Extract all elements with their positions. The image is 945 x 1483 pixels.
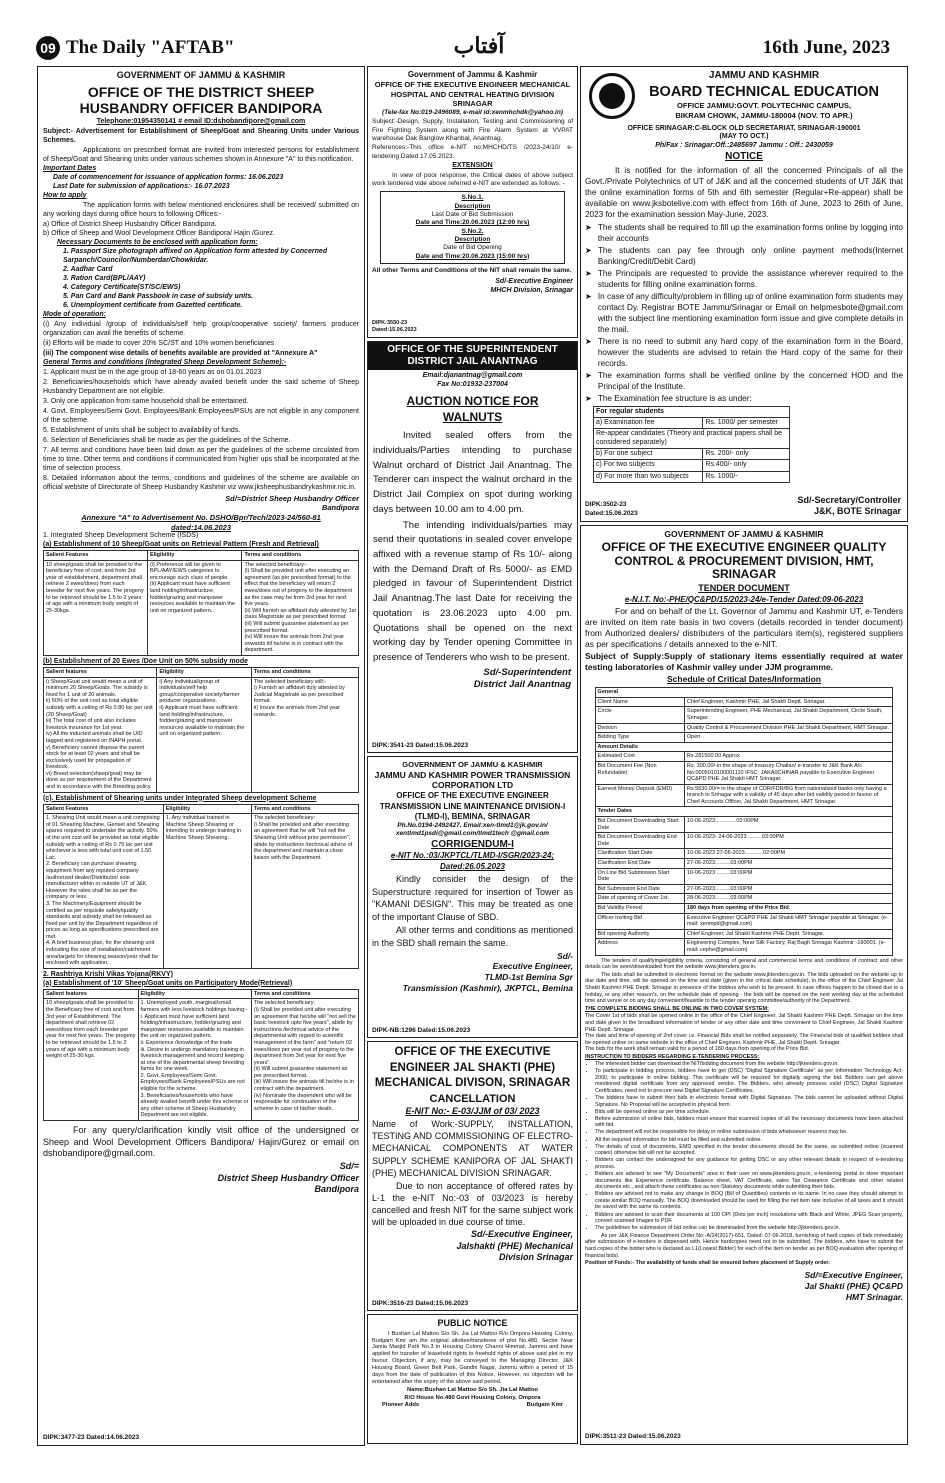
tender-instructions	[585, 958, 903, 1267]
signature-office: MHCH Division, Srinagar	[490, 287, 573, 295]
table-cell: 1. Any individual trained in Machine Sheep Shearing or intending to undergo training in Machine Sheep Shearing.	[163, 814, 251, 969]
bullet-text: The Examination fee structure is as under:	[597, 394, 752, 404]
table-cell: Rs.281500.00 Approx	[684, 752, 893, 762]
newspaper-logo: آفتاب	[453, 33, 505, 59]
intro-paragraph: Applications on prescribed format are invited from interested persons for establishment of Sheep/Goat and Shearing units under various schemes shown in Annexure "A" to this notification.	[43, 146, 359, 163]
notice-heading: NOTICE	[725, 151, 763, 163]
subject: Subject:-Design, Supply, Installation, Testing and Commissioning of Fire Fighting System along with Fire Alarm System at VVPAT warehouse Dak Banglow Khanbal, Anantnag.	[372, 118, 573, 142]
cancellation-heading: CANCELLATION	[429, 1092, 516, 1105]
table-cell: On Line Bid Submission Start Date	[595, 868, 684, 884]
term-item: 1. Applicant must be in the age group of 18-60 years as on 01.01.2023	[43, 369, 262, 377]
dates-box	[380, 191, 565, 264]
list-item: • Bidders can contact the undersigned for any guidance for getting DSC or any other relevant details in respect of e-tendering process.	[595, 1157, 903, 1170]
notice-location: Budgam Kmr	[526, 1402, 563, 1409]
term-item: 3. Only one application from same household shall be entertained.	[43, 398, 249, 406]
section-1b: (b) Establishment of 20 Ewes /Doe Unit on 50% subsidy mode	[43, 658, 248, 666]
arrow-icon: ➤	[585, 291, 592, 301]
table-cell: Open	[684, 733, 893, 743]
how-to-apply-heading: How to apply	[43, 192, 87, 200]
signature-office: J&K, BOTE Srinagar	[813, 506, 901, 517]
list-item	[585, 245, 903, 267]
table-cell: Estimated Cost	[595, 752, 684, 762]
list-item: • The details of cost of documents, EMD specified in the tender documents should be the same, as submitted online (scanned copies) otherwise bid will not be accepted.	[595, 1144, 903, 1157]
dipk-number: DIPK-NB:1296 Dated:15.06.2023	[372, 1026, 471, 1034]
ad-title: OFFICE OF THE EXECUTIVE ENGINEER JAL SHAKTI (PHE) MECHANICAL DIVISON, SRINAGAR	[374, 1046, 571, 1090]
fee-value: Rs. 1000/ per semester	[703, 417, 790, 428]
signature-location: Division Srinagar	[498, 1252, 573, 1263]
table-cell: Client Name	[595, 697, 684, 707]
state-heading: JAMMU AND KASHMIR	[708, 70, 820, 81]
notice-address: R/O House No.480 Govt Housing Colony, Ompora	[404, 1394, 541, 1401]
table-header: Salient features	[44, 667, 157, 677]
signature-office: TLMD-1st Bemina Sgr	[484, 972, 573, 983]
signature-office: Jal Shakti (PHE) QC&PD	[804, 1280, 903, 1291]
table-cell: i) Any individual/group of individuals/self help group/cooperative society/farmer producer organizations. ii) Applicant must have sufficient land holding/infrastructure, fodder/grazing and manpower resources available to maintain the unit on organized pattern.	[157, 677, 252, 792]
document-item: 5. Pan Card and Bank Passbook in case of subsidy units.	[63, 292, 254, 300]
table-cell: Clarification End Date	[595, 859, 684, 869]
signature-office: Jalshakti (PHE) Mechanical	[456, 1240, 573, 1251]
bullet-text: The Principals are requested to provide the assistance wherever required to the students for filling online examination forms.	[597, 268, 903, 289]
office-jammu: OFFICE JAMMU:GOVT. POLYTECHNIC CAMPUS,	[677, 101, 851, 111]
bote-notice-ad	[580, 66, 908, 522]
table-cell: Rs. 300.00/-in the shape of treasury Challan/ e-transfer to J&K Bank A/c No:0005010100001110 IFSC: JAKA0CHINAR payable to Executive Engineer QC&PD PHE Jal Shakti HMT Srinagar.	[684, 761, 893, 784]
finance-order: As per J&K Finance Department Order No:-A/24(2017)-651, Dated: 07-06-2018, furnishing of hard copies of bids immediately after submission of e-tenders is dispensed with. Hence hardcopies need not to be submitted. The bidders, who have to submit the hard copies of the bidder who is declared as L1(Lowest Bidder) for each of the item on tender as per BOQ evaluation after opening of financial bids).	[585, 1232, 903, 1259]
newspaper-name: The Daily "AFTAB"	[66, 37, 235, 58]
instructions-heading: INSTRUCTION TO BIDDERS REGARDING E-TENDERING PROCESS:	[585, 1053, 760, 1060]
list-item	[585, 336, 903, 369]
power-transmission-ad	[367, 756, 578, 1038]
notice-text: I Bushan Lal Mattoo S/o Sh. Jia Lal Mattoo R/o Ompora Housing Colony, Budgam Kmr am the original allottee/transferee of plot No.480, Sector Near Jamia Masjid Park No.3 in Housing Colony Channi Himmat, Jammu and have applied for transfer of leasehold rights to freehold rights of above said plot in my favour. Objection, if any, may be conveyed to the Managing Director, J&K Housing Board, Green Belt Park, Gandhi Nagar, Jammu within a period of 15 days from the date of publication of this Notice. However, no objection will be entertained after the expiry of the above said period.	[372, 1330, 573, 1386]
signature-line: Sd/=District Sheep Husbandry Officer	[225, 493, 359, 503]
government-heading: GOVERNMENT OF JAMMU & KASHMIR	[116, 70, 286, 80]
list-item	[585, 291, 903, 335]
table-cell: Amount Details	[595, 742, 893, 752]
mode-item: (iii) The component wise details of benefits available are provided at "Annexure A"	[43, 349, 318, 357]
table-cell: Bid Document Downloading Start Date	[595, 817, 684, 833]
mode-item: (i) Any individual /group of individuals/self help group/cooperative society/ farmers producer organization can avail the benefits of scheme.	[43, 320, 359, 337]
office-item: b) Office of Sheep and Wool Development Officer Bandipora/ Hajin /Gurez.	[43, 230, 275, 238]
annexure-date: dated:14.06.2023	[170, 522, 232, 532]
instruction-paragraph: The tenders of qualifying/eligibility criteria, consisting of general and commercial terms and conditions of contract and other details can be seen/downloaded from the website www.jktenders.gov.in.	[585, 957, 903, 971]
table-cell: 10 sheep/goats shall be provided to the beneficiary free of cost; and from 3rd year of establishment, department shall retrieve 2 ewes/does) from each breeder for next five years. The progeny to be retrieved should be 1.5 to 2 years of age with a minimum body weight of 25-30kgs.	[44, 560, 148, 655]
list-item: • The department will not be responsible for delay in online submission of bids whatsoever reasons may be.	[595, 1129, 903, 1136]
table-cell: 10-06-2023 .............02:00PM	[684, 817, 893, 833]
signature-title: Executive Engineer,	[492, 961, 573, 972]
table-fresh-retrieval	[43, 550, 359, 656]
table-cell: Circle	[595, 707, 684, 723]
table-cell: The selected beneficiary: i) Shall be provided unit after executing an agreement that he will "not sell the Shearing Unit without prior permission", abide by instructions /technical advice of the department and maintain a close liaison with the Department.	[251, 814, 358, 969]
office-jammu-address: BIKRAM CHOWK, JAMMU-180004 (NOV. TO APR.)	[675, 110, 853, 120]
dipk-number: DIPK:3502-23 Dated:15.06.2023	[585, 501, 638, 517]
term-item: 8. Detailed information about the terms, conditions and guidelines of the scheme are available on official website of Directorate of Sheep Husbandry Kashmir viz www.jksheephusbandrykashmir.nic.in.	[43, 474, 359, 491]
fee-label: b) For one subject	[594, 449, 703, 460]
position-of-funds: Position of Funds:- The availability of funds shall be ensured before placement of Supply order.	[585, 1260, 830, 1267]
terms-heading: General Terms and conditions (Integrated Sheep Development Scheme):-	[43, 359, 287, 367]
tender-intro: For and on behalf of the Lt. Governor of Jammu and Kashmir UT, e-Tenders are invited on item rate basis in two covers (details recorded in tender document) from Authorized dealers/ distributers of the particulars item(s), registered suppliers as per specifications / details annexed to the e-NIT.	[585, 606, 903, 650]
table-cell: 10-06-2023- 24-06-2023 .........03:00PM	[684, 833, 893, 849]
dipk-number: DIPK:3477-23 Dated:14.06.2023	[43, 1433, 140, 1441]
fee-table	[593, 406, 790, 484]
list-item: • Bidders are advised to see "My Documents" area in their user on www.jktenders.gov.in, e-tendering portal to store important documents like Experience certificate, Balance sheet, VAT Certificate, sales Tax Clearance Certificate and other related documents etc., and attach these certificates as non-Statutory documents while submitting their bids.	[595, 1171, 903, 1191]
table-header: Eligibility	[147, 551, 242, 561]
fee-label: Re-appear candidates (Theory and practical papers shall be considered separately)	[594, 429, 790, 449]
nit-number: e-N.I.T. No:-PHE/QC&PD/15/2023-24/e-Tender Dated:09-06-2023	[624, 594, 864, 604]
table-cell: The selected beneficiary: (i) Shall be provided unit after executing an agreement that he/she will "not sell the basic livestock upto five years", abide by instructions /technical advice of the departmental with regard to scientific management of the farm" and "return 02 ewes/does per year out of progeny to the department from 3rd year for next five years". (ii) Will submit guarantee statement as per prescribed format. (iii) Will insure the animals till he/she is in contract with the department. (iv) Nominate the dependent who will be responsible for continuation of the scheme in case of his/her death.	[251, 999, 358, 1121]
office-srinagar-months: (MAY TO OCT.)	[719, 133, 769, 141]
arrow-icon: ➤	[585, 268, 592, 278]
arrow-icon: ➤	[585, 371, 592, 381]
table-cell: Superintending Engineer, PHE Mechanical, Jal Shakti Department, Circle South, Srinagar.	[684, 707, 893, 723]
signature-title: Sd/-Superintendent	[483, 666, 571, 678]
table-subsidy	[43, 667, 359, 793]
page-number: 09	[36, 36, 60, 60]
two-cover-text: The Cover 1st of bids shall be opened online in the office of the Chief Engineer, Jal Shakti Kashmir PHE Deptt. Srinagar on the time and date given in the broadband information of tender or any other date and time convenient to Chief Engineer, Jal Shakti Kashmir PHE Deptt. Srinagar. The date and time of opening of 2nd cover i.e. Financial Bids shall be notified separately. The Financial bids of qualified bidders shall be opened online on same website in the office of Chief Engineer, Kashmir PHE, Jal Shakti Deptt. Srinagar. The bids for the work shall remain valid for a period of 180 days from opening of the Price Bid.	[585, 1013, 903, 1053]
list-item: • To participate in bidding process, bidders have to get (DSC) "Digital Signature Certificate" as per Information Technology Act-2000, to participate in online bidding. This certificate will be required for digitally signing the bid. Bidders can get above mentioned digital certificate from any approved vendor. The Bidders, who already possess valid (DSC) Digital Signature Certificates, need not to procure new Digital Signature Certificates.	[595, 1068, 903, 1094]
serial-1: S.No.1.	[461, 194, 484, 202]
signature-place: Bandipora	[314, 1184, 359, 1195]
bullet-text: In case of any difficulty/problem in filling up of online examination form students may contact Dy. Registrar BOTE Jammu/Srinagar or Email on helpmesbote@gmail.com with the subject line mentioning examination form issue and give complete details in the mail.	[597, 291, 903, 335]
tender-heading: TENDER DOCUMENT	[698, 583, 790, 594]
commencement-date: Date of commencement for issuance of application forms: 16.06.2023	[53, 174, 284, 182]
government-heading: GOVERNMENT OF JAMMU & KASHMIR	[664, 529, 824, 539]
contact-line: Ph/Fax : Srinagar:Off.:2485697 Jammu : Off.: 2430059	[655, 142, 833, 150]
table-cell: Bidding Type	[595, 733, 684, 743]
table-cell: 27-06-2023..........03:00PM	[684, 884, 893, 894]
table-cell: Clarification Start Date	[595, 849, 684, 859]
signature-title: Sd/-Executive Engineer	[495, 278, 573, 286]
extension-text: In view of poor response, the Critical dates of above subject work tendered vide above referred e-NIT are extended as follows: -	[372, 171, 573, 188]
dipk-number: DIPK:3550-23 Dated:15.06.2023	[372, 319, 417, 333]
dipk-number: DIPK:3511-23 Dated:15.06.2023	[585, 1432, 681, 1440]
schedule-table	[595, 687, 894, 955]
public-notice-ad	[367, 1314, 578, 1444]
name-of-work: Name of Work:-SUPPLY, INSTALLATION, TESTING AND COMMISSIONING OF ELECTRO-MECHANICAL COMPONENTS AT WATER SUPPLY SCHEME KANIPORA OF JAL SHAKTI (PHE) MECHANICAL DIVISION SRINAGAR.	[372, 1119, 573, 1178]
office-list	[43, 221, 359, 239]
table-cell: Quality Control & Procurement Division PHE Jal Shakti Department, HMT Srinagar.	[684, 723, 893, 733]
fee-heading: For regular students	[594, 406, 790, 417]
datetime-1: Date and Time:20.06.2023 (12:00 hrs)	[415, 219, 530, 227]
office-item: a) Office of District Sheep Husbandry Officer Bandipora.	[43, 221, 217, 229]
office-name: OFFICE OF THE EXECUTIVE ENGINEER TRANSMISSION LINE MAINTENANCE DIVISION-I (TLMD-I), BEMINA, SRINAGAR	[379, 791, 566, 821]
arrow-icon: ➤	[585, 337, 592, 347]
table-cell: Bid Document Fee (Non Refundable)	[595, 761, 684, 784]
signature-title: District Sheep Husbandry Officer	[217, 1172, 359, 1183]
list-item: • The bidders have to submit their bids in electronic format with Digital Signature. The bids cannot be uploaded without Digital Signature. No Proposal will be accepted in physical form.	[595, 1095, 903, 1108]
terms-list	[43, 369, 359, 492]
ad-title: OFFICE OF THE DISTRICT SHEEP HUSBANDRY OFFICER BANDIPORA	[79, 83, 323, 116]
sheep-husbandry-ad	[37, 66, 365, 1446]
ad-title: OFFICE OF THE SUPERINTENDENT DISTRICT JAIL ANANTNAG	[368, 342, 577, 370]
section-1a: (a) Establishment of 10 Sheep/Goat units on Retrieval Pattern (Fresh and Retrieval)	[43, 541, 319, 549]
corrigendum-heading: CORRIGENDUM-I	[431, 838, 514, 850]
list-item: • Bidders are advised to scan their documents at 100 DPI (Dots per inch) resolutions with Black and White, JPEG Scan property, convert scanned images to PDF.	[595, 1212, 903, 1225]
term-item: 6. Selection of Beneficiaries shall be made as per the guidelines of the Scheme.	[43, 437, 291, 445]
table-header: Salient Features	[44, 804, 164, 814]
table-cell: i) Sheep/Goat unit would mean a unit of minimum 20 Sheep/Goats. The subsidy is fixed for 1 unit of 20 animals. ii) 50% of the unit cost as total eligible subsidy with a ceiling of Rs 0.80 lac per unit (20 Sheep/Goat) iii) The total cost of unit also includes livestock insurance for 1st year. iv) All the inducted animals shall be UID tagged and registered on INAPH portal. v) Beneficiary cannot dispose the parent stock for at least 02 years and shall be exclusively used for propagation of livestock. vi) Breed selection(sheep/goat) may be done as per requirement of the Department and in accordance with the Breeding policy.	[44, 677, 157, 792]
fee-value: Rs. 200/- only	[703, 449, 790, 460]
last-date: Last Date for submission of applications:- 16.07.2023	[53, 183, 230, 191]
term-item: 4. Govt. Employees/Semi Govt. Employees/Bank Employees/PSUs are not eligible in any component of the scheme.	[43, 408, 359, 425]
auction-paragraph-1: Invited sealed offers from the individuals/Parties intending to purchase Walnut orchard of District Jail Anantnag. The Tenderer can inspect the walnut orchard in the District Jail Complex on spot during working days between 10.00 am to 4.00 pm.	[373, 430, 572, 515]
document-item: 3. Ration Card(BPL/AAY)	[63, 274, 146, 282]
table-header: Terms and conditions	[242, 551, 359, 561]
table-rkvy	[43, 989, 359, 1121]
notice-footer	[372, 1402, 573, 1409]
masthead	[20, 34, 910, 66]
mode-heading: Mode of operation:	[43, 310, 106, 318]
table-cell: Date of opening of Cover 1st.	[595, 894, 684, 904]
bullet-text: The examination forms shall be verified online by the concerned HOD and the Principal of the Institute.	[597, 371, 903, 392]
table-cell: Address	[595, 939, 684, 955]
arrow-icon: ➤	[585, 245, 592, 255]
nit-number: E-NIT No:- E-03/JJM of 03/ 2023	[405, 1105, 540, 1116]
right-column	[580, 66, 908, 1446]
email: Email:djanantnag@gmail.com	[422, 372, 523, 379]
list-item	[585, 370, 903, 392]
fax: Fax No:01932-237004	[437, 380, 508, 388]
fee-label: d) For more than two subjects	[594, 471, 703, 482]
agency-name: Pioneer Adds	[382, 1402, 420, 1409]
table-header: Terms and conditions	[251, 667, 358, 677]
document-item: 1. Passport Size photograph affixed on Application form attested by Concerned Sarpanch/Councilor/Numberdar/Chowkidar.	[63, 248, 328, 264]
notice-bullets	[585, 222, 903, 405]
description-heading: Description	[454, 202, 491, 210]
serial-2: S.No.2.	[461, 227, 484, 235]
table-cell: Chief Engineer, Kashmir PHE, Jal Shakti Deptt. Srinagar.	[684, 697, 893, 707]
instruction-list	[585, 1061, 903, 1232]
bullet-text: The students shall be required to fill up the examination forms online by logging into their accounts	[597, 222, 903, 243]
contact-line: Ph.No.0194-2492427, Email:xen-tlmd1@jk.gov.in/ xentlmd1psdi@gmail.com/tlmd1tech @gmail.com	[395, 822, 550, 838]
description-2: Date of Bid Opening	[443, 244, 502, 252]
table-cell: 10-06-2023 .........03:00PM	[684, 868, 893, 884]
contact-line: (Tele-fax No:019-2496089, e-mail id:xenmhchdk@yahoo.in)	[382, 109, 563, 117]
office-srinagar: OFFICE SRINAGAR:C-BLOCK OLD SECRETARIAT, SRINAGAR-190001	[627, 124, 861, 132]
list-item: • All the required information for bid must be filled and submitted online.	[595, 1137, 903, 1144]
office-name: OFFICE OF THE EXECUTIVE ENGINEER MECHANICAL HOSPITAL AND CENTRAL HEATING DIVISION SRINAGAR	[374, 80, 571, 109]
mode-item: (ii) Efforts will be made to cover 20% SC/ST and 10% women beneficiaries	[43, 339, 275, 347]
board-name: BOARD TECHNICAL EDUCATION	[649, 83, 879, 100]
list-item	[585, 393, 903, 404]
list-item: • Bids will be opened online as per time schedule.	[595, 1109, 903, 1116]
signature-title: Sd/-Executive Engineer,	[470, 1229, 573, 1240]
qcpd-tender-ad	[580, 525, 908, 1445]
description-1: Last Date of Bid Submission	[431, 211, 514, 219]
middle-column	[367, 66, 578, 1446]
table-header: Eligibility	[163, 804, 251, 814]
mhch-extension-ad	[367, 66, 578, 338]
signature-location: Transmission (Kashmir), JKPTCL, Bemina	[402, 983, 573, 994]
table-cell: 1. Shearing Unit would mean a unit comprising of 01 Shearing Machine, Genset and Shearing spares required to undertake the activity. 50% of the unit cost will be provided as total eligible subsidy with a ceiling of Rs 0.75 lac per unit whichever is less with total unit cost of 1.50 Lac. 2. Beneficiary can purchase shearing equipment from any reputed company /authorized dealer/Distributor/ sole manufacturer within or outside UT of J&K. However the rates shall be as per the company or less. 3. The Machinery/Equipment should be certified as per requisite safety/quality standards and subsidy shall be released as fixed per unit by the Department regardless of prices as long as specifications prescribed are met. 4. A brief business plan, for the shearing unit indicating the size of installation/catchment area/targets for shearing season/year shall be enclosed with application.	[44, 814, 164, 969]
term-item: 2. Beneficiaries/households which have already availed benefit under the said scheme of Sheep Husbandry Department are not eligible.	[43, 379, 359, 396]
corrigendum-text: Kindly consider the design of the Superstructure required for insertion of Tower as "KAMANI DESIGN". This may be treated as one of the important Clause of SBD.	[372, 873, 573, 922]
table-cell: Bid Document Downloading End Date	[595, 833, 684, 849]
signature-sd: Sd/-	[556, 950, 573, 961]
signature-location: HMT Srinagar.	[845, 1291, 903, 1302]
how-to-apply-text: The application forms with below mentioned enclosures shall be received/ submitted on any working days during office hours to following Offices:-	[43, 202, 359, 219]
document-item: 4. Category Certificate(ST/SC/EWS)	[63, 283, 181, 291]
fee-label: a) Examination fee	[594, 417, 703, 428]
table-cell: (i) Preference will be given to BPL/AAY/EWS categories to encourage such class of people. (ii) Applicant must have sufficient land holding/infrastructure, fodder/grazing and manpower resources available to maintain the unit on organized pattern.	[147, 560, 242, 655]
arrow-icon: ➤	[585, 222, 592, 232]
corporation-name: JAMMU AND KASHMIR POWER TRANSMISSION CORPORATION LTD	[374, 769, 571, 791]
cancellation-text: Due to non acceptance of offered rates by L-1 the e-NIT No:-03 of 03/2023 is hereby cancelled and fresh NIT for the same subject work will be uploaded in due course of time.	[372, 1180, 573, 1228]
list-item: • The guidelines for submission of bid online can be downloaded from the website http://jktenders.gov.in.	[595, 1225, 903, 1232]
term-item: 7. All terms and conditions have been laid down as per the guidelines of the scheme circulated from time to time. Other terms and conditions if communicated from higher ups shall be incorporated at the time of selection process.	[43, 447, 359, 472]
auction-paragraph-2: The intending individuals/parties may send their quotations in sealed cover envelope affixed with a revenue stamp of Rs 10/- along with the Demand Draft of Rs 5000/- as EMD pledged in favour of Superintendent District Jail Anantnag.The last Date for receiving the quotation is 23.06.2023 upto 4.00 pm. Quotations shall be opened on the next working day by Tender opening Committee in presence of Tenderers who wish to be present.	[373, 519, 572, 664]
jail-auction-ad	[367, 341, 578, 753]
table-header: Terms and conditions	[251, 989, 358, 999]
documents-heading: Necessary Documents to be enclosed with application form:	[57, 239, 258, 247]
arrow-icon: ➤	[585, 394, 592, 404]
table-header: Terms and conditions	[251, 804, 358, 814]
subject: Subject:- Advertisement for Establishment of Sheep/Goat and Shearing Units under Various Schemes.	[43, 127, 359, 144]
table-cell: Bid Submission End Date	[595, 884, 684, 894]
table-cell: Engineering Complex, Near Silk Factory, Raj Bagh Srinagar Kashmir -190001. (e-mail: cephe@gmail.com)	[684, 939, 893, 955]
mode-list	[43, 321, 359, 359]
bullet-text: There is no need to submit any hard copy of the examination form in the Board, however the students are advised to retain the Hard copy of the same for their records.	[597, 337, 903, 369]
table-header: Salient features	[44, 989, 139, 999]
table-cell: 1. Unemployed youth, marginal/small farmers with less livestock holdings having:- i. Applicant must have sufficient land holding/infrastructure, fodder/grazing and manpower resources available to maintain the unit on organized pattern. ii. Experience /knowledge of the trade iii. Desire to undergo mandatory training in livestock management and record keeping at one of the departmental sheep breeding farms for one week. 2. Govt. Employees/Semi Govt. Employees/Bank Employees/PSUs are not eligible for the scheme. 3. Beneficiaries/households who have already availed benefit under this scheme or any other scheme of Sheep Husbandry Department are not eligible.	[138, 999, 251, 1121]
table-header: Eligibility	[138, 989, 251, 999]
table-cell: Bid Validity Period	[595, 904, 684, 914]
jal-shakti-cancellation-ad	[367, 1041, 578, 1311]
documents-list	[43, 248, 359, 311]
fee-value: Rs.400/- only	[703, 460, 790, 471]
table-cell: The selected beneficiary:- (i) Shall be provided unit after executing an agreement (as per prescribed format) to the effect that the beneficiary will return 2 ewes/does out of progeny to the department as the case may be from 3rd year for next five years. (ii) Will furnish an affidavit duly attested by 1st class Magistrate as per prescribed format. (iii) Will submit guarantee statement as per prescribed format. (iv) Will insure the animals from 2nd year onwards till he/she is in contract with the department.	[242, 560, 359, 655]
schedule-heading: Schedule of Critical Dates/Information	[667, 674, 821, 685]
subject-of-supply: Subject of Supply:Supply of stationary items essentially required at water testing laboratories of Kashmir valley under JJM programme.	[585, 651, 903, 673]
closing-paragraph: For any query/clarification kindly visit office of the undersigned or Sheep and Wool Development Officers Bandipora/ Hajin/Gurez or email on dshobandipore@gmail.com.	[43, 1125, 359, 1159]
list-item: • The interested bidder can download the NIT/bidding document from the website http://jktenders.gov.in.	[595, 1061, 903, 1068]
auction-heading: AUCTION NOTICE FOR WALNUTS	[406, 393, 539, 425]
fee-label: c) For two subjects	[594, 460, 703, 471]
annexure-heading: Annexure "A" to Advertisement No. DSHO/Bpr/Tech/2023-24/560-81	[81, 513, 321, 523]
table-cell: 28-06-2023..........03:00PM	[684, 894, 893, 904]
dipk-number: DIPK:3541-23 Dated:15.06.2023	[372, 741, 469, 749]
table-cell: 10-06-2023 27-06-2023............02:00PM	[684, 849, 893, 859]
two-cover-heading: THE COMPLETE BIDDING SHALL BE ONLINE IN TWO COVER SYSTEM:	[585, 1005, 769, 1012]
list-item	[585, 222, 903, 244]
table-cell: Earnest Money Deposit (EMD)	[595, 784, 684, 807]
section-1: 1. Integrated Sheep Development Scheme (ISDS)	[43, 532, 199, 540]
document-item: 6. Unemployment certificate from Gazetted certificate.	[63, 301, 243, 309]
board-emblem-icon	[589, 73, 635, 119]
bullet-text: The students can pay fee through only online payment methods(Internet Banking/Credit/Debit Card)	[597, 245, 903, 266]
table-header: Salient Features	[44, 551, 148, 561]
document-item: 2. Aadhar Card	[63, 265, 113, 273]
government-heading: GOVERNMENT OF JAMMU & KASHMIR	[402, 760, 543, 769]
signature-sd: Sd/=	[339, 1161, 359, 1172]
table-cell: 27-06-2023..........03:00PM	[684, 859, 893, 869]
section-2: 2. Rashtriya Krishi Vikas Yojana(RKVY)	[43, 970, 173, 978]
terms-note: All other Terms and Conditions of the NIT shall remain the same.	[372, 266, 572, 274]
instruction-paragraph: The bids shall be submitted in electronic format on the website www.jktenders.gov.in. The bids uploaded on the website up to due date and time, will be opened on the time and date (given in the critical date schedule), in the office of the Chief Engineer Jal Shakti Kashmir PHE Deptt. Srinagar in presence of the bidders who wish to be present. In case offices happen to be closed due to a holiday, or any other reason's, on the schedule date of opening - the bids will be opened on the next working day at the scheduled time and venue or on any day convenient/feasible to the tender opening committee/authority of the Department.	[585, 971, 903, 1005]
table-cell: 10 sheep/goats shall be provided to the Beneficiary free of cost and from 3rd year of Establishment. The department shall retrieve 02 ewes/does from each breeder per year for next five years. The progeny to be retrieved should be 1.5 to 2 years of age with a minimum body weight of 25-30 kgs.	[44, 999, 139, 1121]
section-2a: (a) Establishment of '10' Sheep/Goat units on Participatory Mode(Retrieval)	[43, 979, 293, 987]
fee-value: Rs. 1000/-	[703, 471, 790, 482]
important-dates-heading: Important Dates	[43, 165, 97, 173]
table-shearing	[43, 804, 359, 969]
table-cell: The selected beneficiary will:- i) Furnish an affidavit duly attested by Judicial Magistrate as per prescribed format. ii) Insure the animals from 2nd year onwards.	[251, 677, 358, 792]
references: References:-This office e-NIT no:MHCHD/TS /2023-24/10/ e-tendering Dated 17.05.2023.	[372, 144, 573, 160]
table-cell: Officer Inviting Bid	[595, 913, 684, 929]
ad-title: OFFICE OF THE EXECUTIVE ENGINEER QUALITY CONTROL & PROCUREMENT DIVISION, HMT, SRINAGAR	[601, 539, 887, 582]
notice-text: It is notified for the information of all the concerned Principals of all the Govt./Private Polytechnics of UT of J&K and all the concerned students of UT J&K that the online examination forms of 5th and 6th semester (Regular+Re-appear) shall be available on www.jksbotelive.com with effect from 16th of June, 2023 to 26th of June, 2023 for the examination session May-June, 2023.	[585, 166, 903, 220]
notice-name: Name:Bushan Lal Mattoo S/o Sh. Jia Lal Mattoo	[406, 1387, 539, 1394]
contact-line: Telephone:01954350141 # email ID:dshobandipore@gmail.com	[96, 117, 306, 125]
table-cell: Division	[595, 723, 684, 733]
notice-title: PUBLIC NOTICE	[437, 1318, 508, 1328]
table-cell: Tender Dates	[595, 807, 893, 817]
list-item: • Before submission of online bids, bidders must ensure that scanned copies of all the necessary documents have been attached with bid.	[595, 1116, 903, 1129]
list-item: • Bidders are advised not to make any change in BOQ (Bill of Quantities) contents or its name. In no case they should attempt to create similar BOQ manually. The BOQ downloaded should be used for filling the net item rate inclusive of all taxes and it should be saved with the same its contents.	[595, 1191, 903, 1211]
issue-date: 16th June, 2023	[762, 37, 890, 58]
term-item: 5. Establishment of units shall be subject to availability of funds.	[43, 427, 241, 435]
dipk-number: DIPK:3516-23 Dated:15.06.2023	[372, 1299, 469, 1307]
corrigendum-text-2: All other terms and conditions as mentioned in the SBD shall remain the same.	[372, 925, 573, 948]
table-cell: Chief Engineer, Jal Shakti Kashmir PHE Deptt. Srinagar.	[684, 929, 893, 939]
table-cell: 180 days from opening of the Price Bid.	[684, 904, 893, 914]
extension-heading: EXTENSION	[452, 161, 493, 169]
table-cell: Bid opening Authority	[595, 929, 684, 939]
description-heading: Description	[454, 236, 491, 244]
table-cell: Executive Engineer QC&PD PHE Jal Shakti HMT Srinagar payable at Srinagar. (e-mail: xenmpd@gmail.com)	[684, 913, 893, 929]
table-cell: Rs.5630.00/= in the shape of CDR/FDR/BG from nationalized banks only having a branch in Srinagar with a validity of 45 days after bid validity period in favour of Chief Accounts Officer, Jal Shakti Department, HMT Srinagar.	[684, 784, 893, 807]
datetime-2: Date and Time:20.06.2023 (15:00 hrs)	[415, 252, 530, 260]
table-cell: General	[595, 688, 893, 698]
nit-number: e-NIT No.:03/JKPTCL/TLMD-I/SGR/2023-24; Dated:26.05.2023	[390, 851, 555, 871]
signature-office: District Jail Anantnag	[473, 678, 571, 690]
table-header: Eligibility	[157, 667, 252, 677]
signature-title: Sd/-Secretary/Controller	[797, 495, 901, 506]
government-heading: Government of Jammu & Kashmir	[407, 70, 538, 79]
signature-title: Sd/=Executive Engineer,	[804, 1269, 903, 1280]
signature-place: Bandipora	[321, 503, 359, 513]
list-item	[585, 268, 903, 290]
section-1c: (c). Establishment of Shearing units under Integrated Sheep development Scheme	[43, 794, 317, 802]
